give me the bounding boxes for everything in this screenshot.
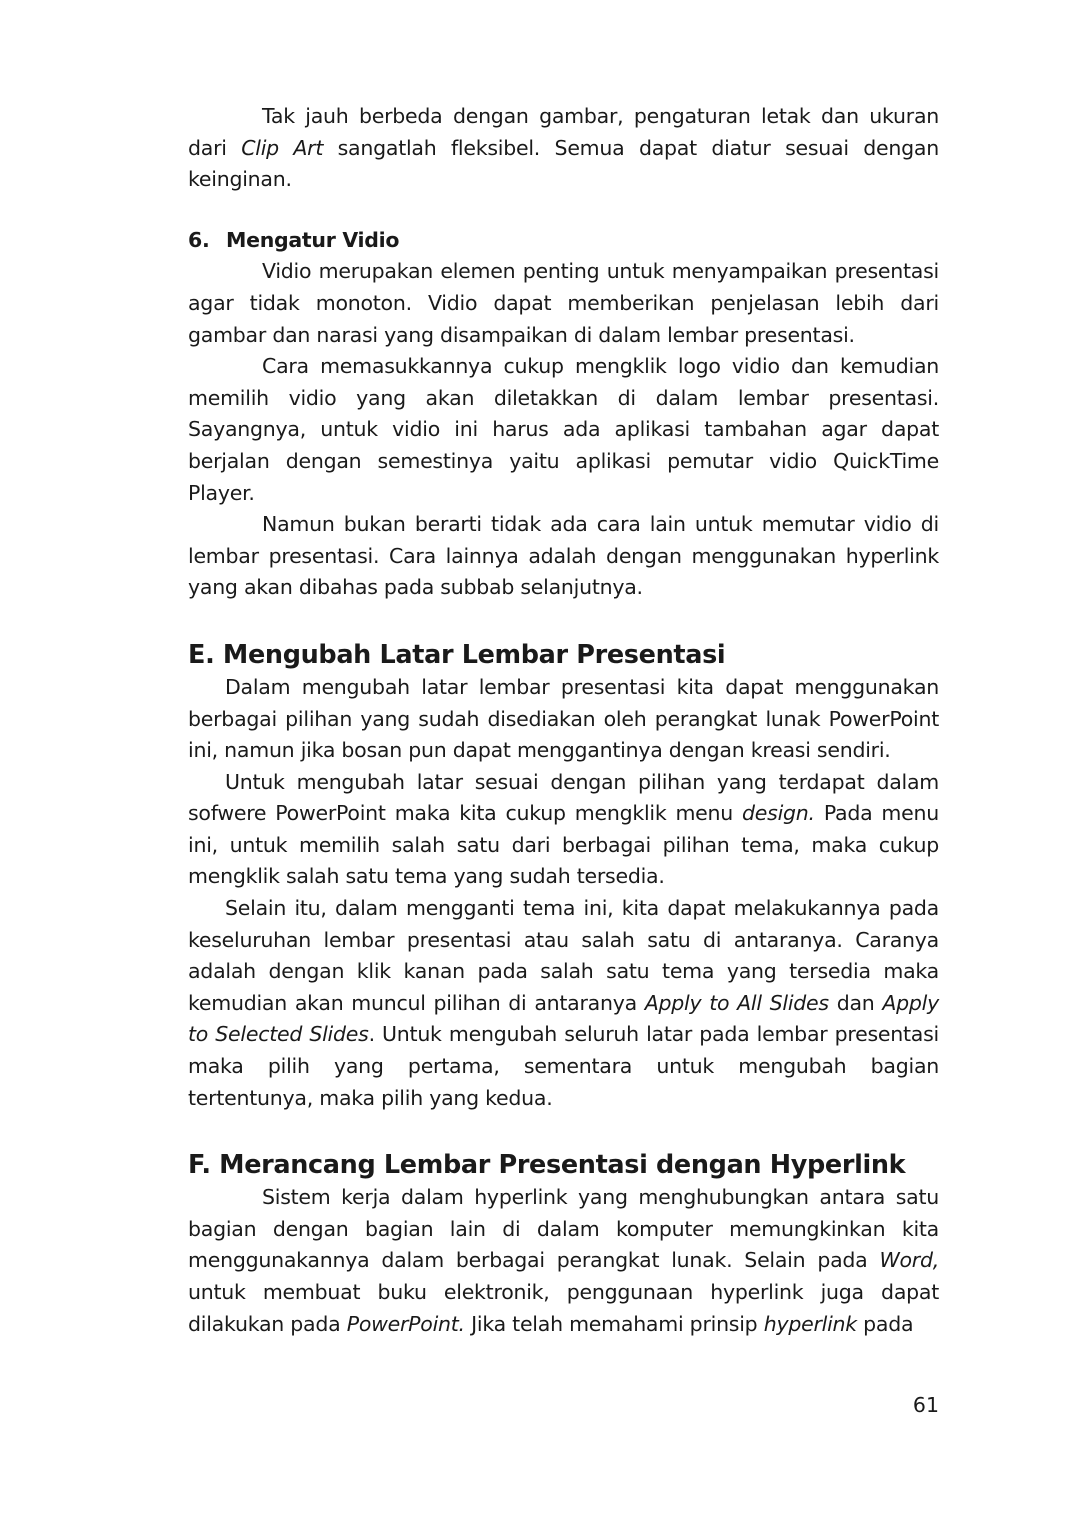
section-f-p1-text-2: untuk membuat buku elektronik, penggunaan hyperlink juga dapat dilakukan pada: [188, 1280, 939, 1336]
powerpoint-term: PowerPoint.: [346, 1311, 465, 1336]
section-f-p1-text-4: pada: [856, 1311, 914, 1336]
section-e-p3-text-2: dan: [828, 990, 883, 1015]
word-term: Word,: [879, 1248, 939, 1273]
intro-paragraph: [188, 101, 939, 196]
apply-to-selected-slides-term: Apply to Selected Slides: [188, 990, 939, 1047]
page-number: 61: [912, 1393, 939, 1417]
section-f-heading: F. Merancang Lembar Presentasi dengan Hyperlink: [188, 1150, 906, 1181]
apply-to-all-slides-term: Apply to All Slides: [644, 990, 829, 1015]
section-e-p2-text-2: Pada menu ini, untuk memilih salah satu dari berbagai pilihan tema, maka cukup mengklik salah satu tema yang sudah tersedia.: [188, 801, 939, 889]
intro-clip-art-term: Clip Art: [241, 135, 324, 160]
section-e-p3-text-3: . Untuk mengubah seluruh latar pada lembar presentasi maka pilih yang pertama, sementara untuk mengubah bagian tertentunya, maka pilih yang kedua.: [188, 1022, 939, 1110]
section-6-heading: [188, 225, 939, 257]
section-e-heading: E. Mengubah Latar Lembar Presentasi: [188, 639, 726, 670]
section-e-paragraph-1: Dalam mengubah latar lembar presentasi kita dapat menggunakan berbagai pilihan yang sudah disediakan oleh perangkat lunak PowerPoint ini, namun jika bosan pun dapat menggantinya dengan kreasi sendiri.: [188, 674, 939, 763]
design-menu-term: design.: [742, 801, 815, 826]
section-6-title: Mengatur Vidio: [226, 227, 400, 252]
section-6-paragraph-3: Namun bukan berarti tidak ada cara lain untuk memutar vidio di lembar presentasi. Cara lainnya adalah dengan menggunakan hyperlink yang akan dibahas pada subbab selanjutnya.: [188, 512, 939, 600]
section-f-paragraph-1: [188, 1182, 939, 1340]
section-e-p2-text-1: Untuk mengubah latar sesuai dengan pilihan yang terdapat dalam sofwere PowerPoint maka kita cukup mengklik menu: [188, 769, 939, 826]
page-body: [188, 101, 939, 1340]
section-e-paragraph-2: [188, 767, 939, 893]
section-e-p3-text-1: Selain itu, dalam mengganti tema ini, kita dapat melakukannya pada keseluruhan lembar presentasi atau salah satu di antaranya. Caranya adalah dengan klik kanan pada salah satu tema yang tersedia maka kemudian akan muncul pilihan di antaranya: [188, 896, 939, 1015]
section-f-p1-text-3: Jika telah memahami prinsip: [464, 1311, 764, 1336]
section-6-number: 6.: [188, 227, 210, 252]
hyperlink-term: hyperlink: [763, 1311, 857, 1336]
section-6-paragraph-2: Cara memasukkannya cukup mengklik logo vidio dan kemudian memilih vidio yang akan diletakkan di dalam lembar presentasi. Sayangnya, untuk vidio ini harus ada aplikasi tambahan agar dapat berjalan dengan semestinya yaitu aplikasi pemutar vidio QuickTime Player.: [188, 354, 939, 505]
intro-text-2: sangatlah fleksibel. Semua dapat diatur sesuai dengan keinginan.: [188, 135, 939, 192]
section-f-p1-text-1: Sistem kerja dalam hyperlink yang menghubungkan antara satu bagian dengan bagian lain di dalam komputer memungkinkan kita menggunakannya dalam berbagai perangkat lunak. Selain pada: [188, 1185, 939, 1273]
section-6-paragraph-1: Vidio merupakan elemen penting untuk menyampaikan presentasi agar tidak monoton. Vidio dapat memberikan penjelasan lebih dari gambar dan narasi yang disampaikan di dalam lembar presentasi.: [188, 259, 939, 347]
intro-text-1: Tak jauh berbeda dengan gambar, pengaturan letak dan ukuran dari: [188, 104, 939, 160]
section-e-paragraph-3: [188, 893, 939, 1114]
